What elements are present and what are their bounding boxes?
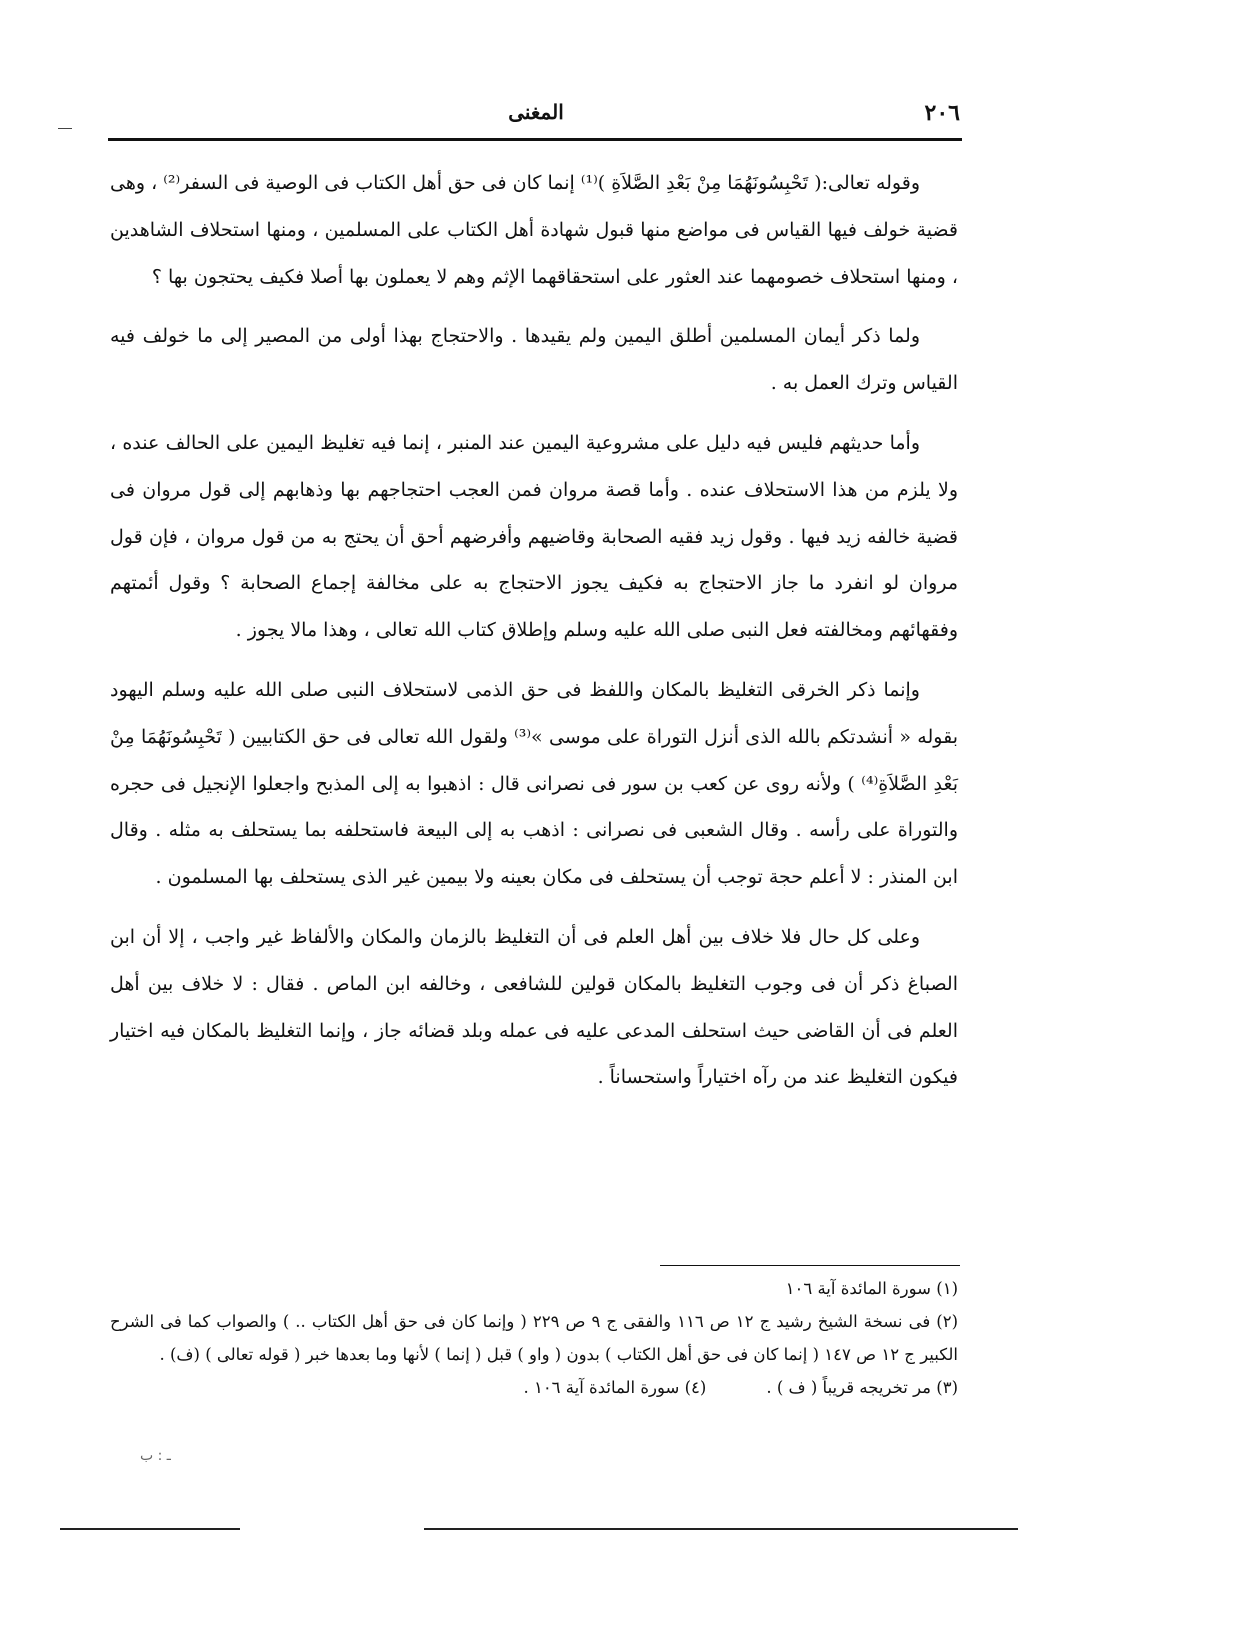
paragraph-4: وإنما ذكر الخرقى التغليظ بالمكان واللفظ فى حق الذمى لاستحلاف النبى صلى الله عليه وسلم اليهود بقوله « أنشدتكم بالله الذى أنزل التوراة على موسى »⁽³⁾ ولقول الله تعالى فى حق الكتابيين ( تَحْبِسُونَهُمَا مِنْ بَعْدِ الصَّلاَةِ⁽⁴⁾ ) ولأنه روى عن كعب بن سور فى نصرانى قال : اذهبوا به إلى المذبح واجعلوا الإنجيل فى حجره والتوراة على رأسه . وقال الشعبى فى نصرانى : اذهب به إلى البيعة فاستحلفه بما يستحلف به مثله . وقال ابن المنذر : لا أعلم حجة توجب أن يستحلف فى مكان بعينه ولا بيمين غير الذى يستحلف بها المسلمون .	[110, 678, 958, 889]
footnote-3: (٣) مر تخريجه قريباً ( ف ) .	[766, 1378, 958, 1397]
paragraph-3: وأما حديثهم فليس فيه دليل على مشروعية اليمين عند المنبر ، إنما فيه تغليظ اليمين على الحالف عنده ، ولا يلزم من هذا الاستحلاف عنده . وأما قصة مروان فمن العجب احتجاجهم بها وذهابهم إلى قول مروان فى قضية خالفه زيد فيها . وقول زيد فقيه الصحابة وقاضيهم وأفرضهم أحق أن يحتج به من قول مروان ، فإن قول مروان لو انفرد ما جاز الاحتجاج به فكيف يجوز الاحتجاج به على مخالفة إجماع الصحابة ؟ وقول أئمتهم وفقهائهم ومخالفته فعل النبى صلى الله عليه وسلم وإطلاق كتاب الله تعالى ، وهذا مالا يجوز .	[110, 431, 958, 642]
page-header	[112, 96, 960, 130]
bottom-rule-left	[60, 1528, 240, 1530]
running-title: المغنى	[508, 100, 564, 124]
paragraph-2: ولما ذكر أيمان المسلمين أطلق اليمين ولم يقيدها . والاحتجاج بهذا أولى من المصير إلى ما خولف فيه القياس وترك العمل به .	[110, 325, 958, 395]
footnote-gap	[706, 1371, 766, 1404]
paragraph-5: وعلى كل حال فلا خلاف بين أهل العلم فى أن التغليظ بالزمان والمكان والألفاظ غير واجب ، إلا أن ابن الصباغ ذكر أن فى وجوب التغليظ بالمكان قولين للشافعى ، وخالفه ابن الماص . فقال : لا خلاف بين أهل العلم فى أن القاضى حيث استحلف المدعى عليه فى عمله وبلد قضائه جاز ، وإنما التغليظ بالمكان فيه اختيار فيكون التغليظ عند من رآه اختياراً واستحساناً .	[110, 925, 958, 1089]
scan-corner-mark	[58, 128, 72, 129]
scan-artifact: ـ : ب	[140, 1448, 171, 1464]
footnotes	[110, 1272, 958, 1404]
page-number: ٢٠٦	[924, 100, 960, 126]
footnote-4: (٤) سورة المائدة آية ١٠٦ .	[523, 1378, 707, 1397]
paragraph-1: وقوله تعالى:( تَحْبِسُونَهُمَا مِنْ بَعْدِ الصَّلاَةِ )⁽¹⁾ إنما كان فى حق أهل الكتاب فى الوصية فى السفر⁽²⁾ ، وهى قضية خولف فيها القياس فى مواضع منها قبول شهادة أهل الكتاب على المسلمين ، ومنها استحلاف الشاهدين ، ومنها استحلاف خصومهما عند العثور على استحقاقهما الإثم وهم لا يعملون بها أصلا فكيف يحتجون بها ؟	[110, 172, 958, 288]
header-rule	[108, 138, 962, 141]
footnote-1: (١) سورة المائدة آية ١٠٦	[785, 1279, 958, 1298]
footnote-row-3-4	[110, 1371, 958, 1404]
main-text	[110, 160, 958, 1101]
bottom-rule-right	[424, 1528, 1018, 1530]
footnote-rule	[660, 1265, 960, 1266]
footnote-2: (٢) فى نسخة الشيخ رشيد ج ١٢ ص ١١٦ والفقى ج ٩ ص ٢٢٩ ( وإنما كان فى حق أهل الكتاب .. ) والصواب كما فى الشرح الكبير ج ١٢ ص ١٤٧ ( إنما كان فى حق أهل الكتاب ) بدون ( واو ) قبل ( إنما ) لأنها وما بعدها خبر ( قوله تعالى ) (ف) .	[110, 1312, 958, 1364]
